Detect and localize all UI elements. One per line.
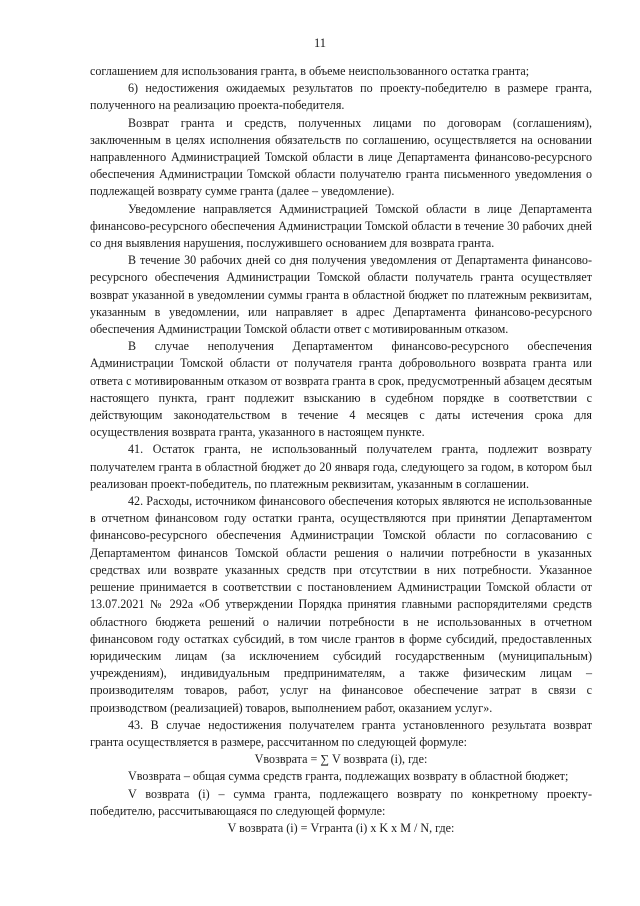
paragraph: V возврата (i) – сумма гранта, подлежащего возврату по конкретному проекту-победителю, рассчитывающаяся по следующей формуле: [90,786,592,818]
paragraph-43: 43. В случае недостижения получателем гранта установленного результата возврат гранта осуществляется в размере, рассчитанном по следующей формуле: [90,717,592,749]
paragraph: В течение 30 рабочих дней со дня получения уведомления от Департамента финансово-ресурсного обеспечения Администрации Томской области получатель гранта осуществляет возврат указанной в уведомлении суммы гранта в областной бюджет по платежным реквизитам, указанным в уведомлении, или направляет в адрес Департамента финансово-ресурсного обеспечения Администрации Томской области ответ с мотивированным отказом. [90,253,592,337]
paragraph: Vвозврата – общая сумма средств гранта, подлежащих возврату в областной бюджет; [128,769,569,784]
page-number: 11 [313,36,327,50]
paragraph: Уведомление направляется Администрацией Томской области в лице Департамента финансово-ресурсного обеспечения Администрации Томской области в течение 30 рабочих дней со дня выявления нарушения, послужившего основанием для возврата гранта. [90,201,592,251]
paragraph-42: 42. Расходы, источником финансового обеспечения которых являются не использованные в отчетном финансовом году остатки гранта, осуществляются при принятии Департаментом финансово-ресурсного обеспечения Администрации Томской области по согласованию с Департаментом финансов Томской области решения о наличии потребности в указанных средствах или возврате указанных средств при отсутствии в них потребности. Указанное решение принимается в соответствии с постановлением Администрации Томской области от 13.07.2021 № 292а «Об утверждении Порядка принятия главными распорядителями средств областного бюджета решений о наличии потребности в не использованных в отчетном финансовом году остатках субсидий, в том числе грантов в форме субсидий, предоставленных юридическим лицам (за исключением субсидий государственным (муниципальным) учреждениям), индивидуальным предпринимателям, а также физическим лицам – производителям товаров, работ, услуг на финансовое обеспечение затрат в связи с производством (реализацией) товаров, выполнением работ, оказанием услуг». [90,494,592,715]
formula-total-return: Vвозврата = ∑ V возврата (i), где: [254,752,428,767]
paragraph: соглашением для использования гранта, в объеме неиспользованного остатка гранта; [90,64,530,78]
paragraph: В случае неполучения Департаментом финансово-ресурсного обеспечения Администрации Томской области от получателя гранта добровольного возврата гранта или ответа с мотивированным отказом от возврата гранта в срок, предусмотренный абзацем десятым настоящего пункта, грант подлежит взысканию в судебном порядке в соответствии с действующим законодательством в течение 4 месяцев с даты истечения срока для осуществления возврата гранта, указанного в настоящем пункте. [90,339,592,440]
document-body [90,63,592,837]
paragraph: Возврат гранта и средств, полученных лицами по договорам (соглашениям), заключенным в целях исполнения обязательств по соглашению, осуществляется на основании направленного Администрацией Томской области в лице Департамента финансово-ресурсного обеспечения Администрации Томской области получателю гранта письменного уведомления о подлежащей возврату сумме гранта (далее – уведомление). [90,115,592,199]
paragraph-41: 41. Остаток гранта, не использованный получателем гранта, подлежит возврату получателем гранта в областной бюджет до 20 января года, следующего за годом, в котором был реализован проект-победитель, по платежным реквизитам, указанным в соглашении. [90,442,592,491]
formula-project-return: V возврата (i) = Vгранта (i) х K х M / N, где: [227,820,455,835]
paragraph: 6) недостижения ожидаемых результатов по проекту-победителю в размере гранта, полученного на реализацию проекта-победителя. [90,81,592,113]
